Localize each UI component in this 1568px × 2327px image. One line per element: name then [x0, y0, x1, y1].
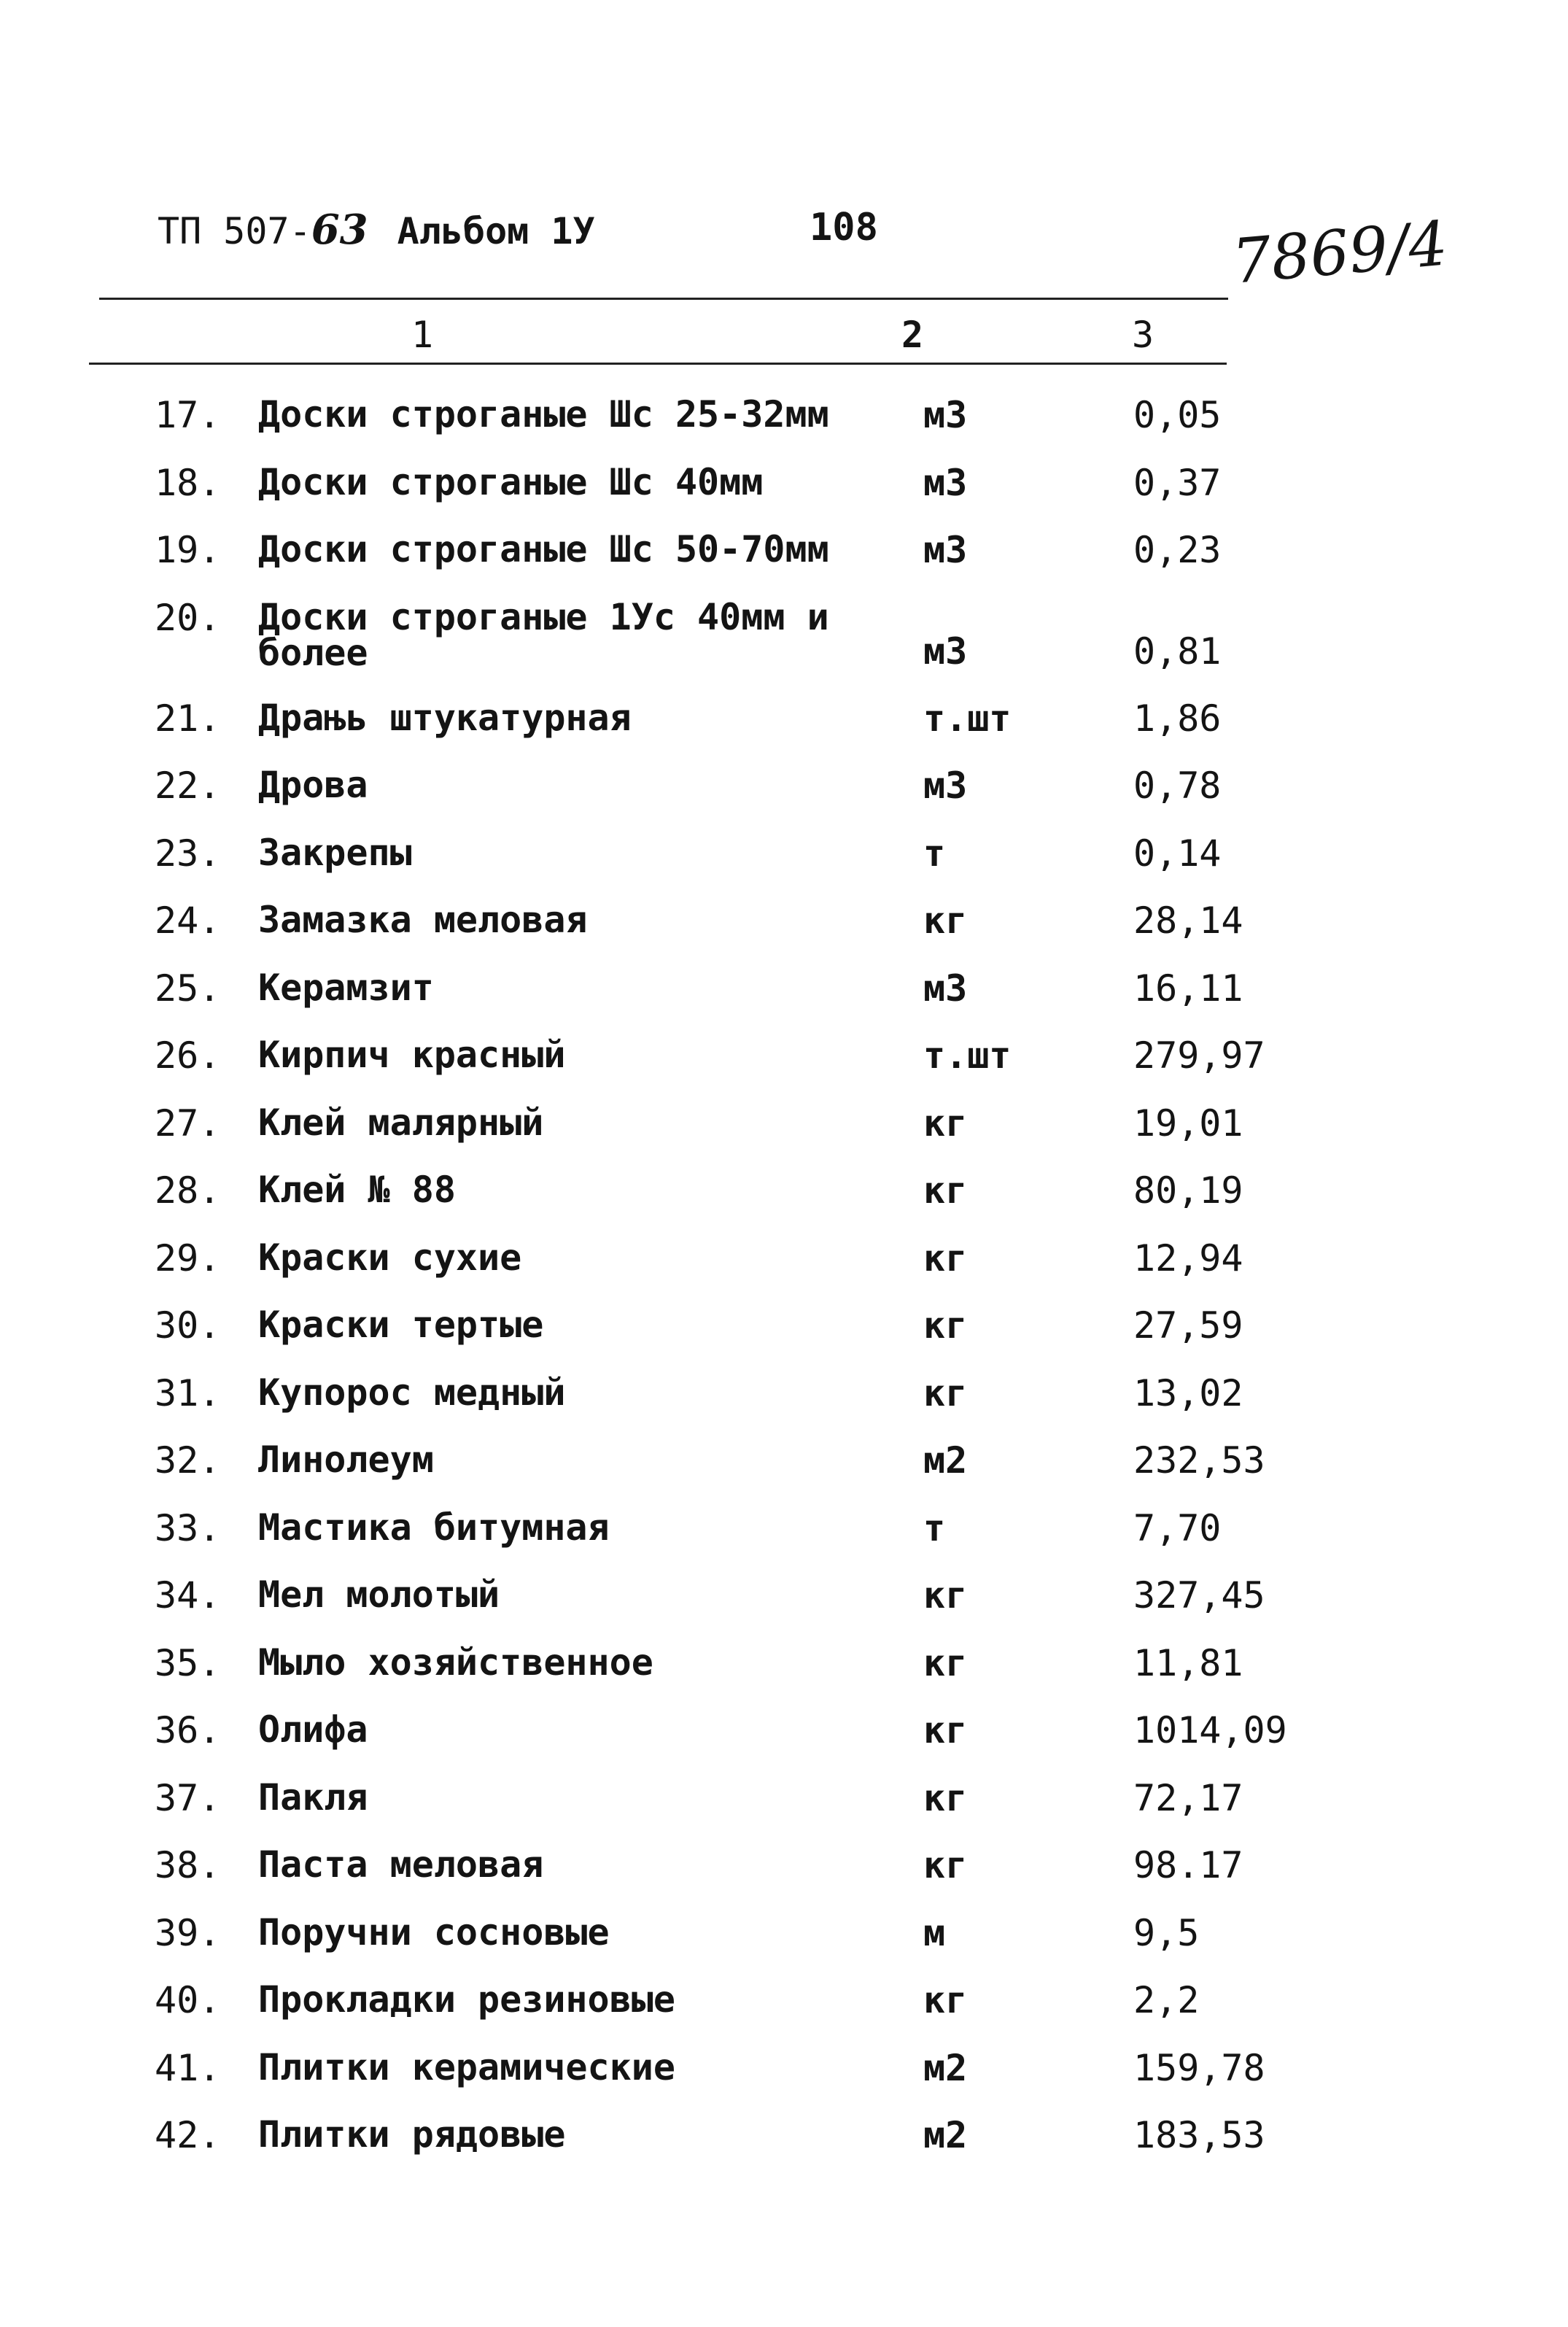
doc-code: ТП 507-: [158, 210, 311, 252]
material-name: Кирпич красный: [258, 1034, 566, 1076]
unit-of-measure: м2: [923, 2046, 968, 2089]
table-row: [0, 1641, 1568, 1708]
unit-of-measure: т: [923, 832, 946, 875]
album-label: Альбом 1У: [397, 210, 595, 252]
quantity-value: 13,02: [1133, 1371, 1243, 1414]
row-number: 20.: [155, 596, 221, 639]
material-name: Мел молотый: [258, 1573, 500, 1616]
row-number: 23.: [155, 832, 221, 875]
quantity-value: 0,78: [1133, 764, 1222, 807]
material-name: Краски сухие: [258, 1236, 522, 1279]
unit-of-measure: кг: [923, 899, 968, 942]
unit-of-measure: кг: [923, 1844, 968, 1886]
table-header-rule: [89, 363, 1227, 365]
table-row: [0, 460, 1568, 528]
material-name: Пакля: [258, 1776, 368, 1819]
quantity-value: 27,59: [1133, 1304, 1243, 1347]
quantity-value: 0,81: [1133, 630, 1222, 673]
material-name: Линолеум: [258, 1439, 434, 1481]
row-number: 39.: [155, 1911, 221, 1954]
row-number: 32.: [155, 1439, 221, 1482]
unit-of-measure: м3: [923, 461, 968, 504]
table-row: [0, 1371, 1568, 1439]
unit-of-measure: кг: [923, 1169, 968, 1212]
quantity-value: 80,19: [1133, 1169, 1243, 1212]
material-name: Драњь штукатурная: [258, 696, 632, 739]
quantity-value: 16,11: [1133, 967, 1243, 1010]
material-name: Дрова: [258, 764, 368, 806]
unit-of-measure: м3: [923, 967, 968, 1010]
table-row: [0, 1843, 1568, 1910]
quantity-value: 327,45: [1133, 1574, 1265, 1616]
row-number: 22.: [155, 764, 221, 807]
quantity-value: 2,2: [1133, 1979, 1200, 2021]
material-name: Клей № 88: [258, 1169, 456, 1211]
row-number: 36.: [155, 1709, 221, 1751]
row-number: 41.: [155, 2046, 221, 2089]
unit-of-measure: м3: [923, 630, 968, 673]
row-number: 28.: [155, 1169, 221, 1212]
table-row: [0, 527, 1568, 595]
unit-of-measure: м3: [923, 394, 968, 436]
unit-of-measure: т.шт: [923, 1034, 1012, 1077]
table-row: [0, 1303, 1568, 1371]
unit-of-measure: кг: [923, 1236, 968, 1279]
material-name: Керамзит: [258, 966, 434, 1009]
table-row: [0, 1776, 1568, 1843]
quantity-value: 1,86: [1133, 697, 1222, 740]
table-row: [0, 831, 1568, 899]
column-header-1: 1: [411, 314, 434, 356]
row-number: 21.: [155, 697, 221, 740]
unit-of-measure: кг: [923, 1776, 968, 1819]
archive-number-handwritten: 7869/4: [1229, 207, 1451, 298]
table-row: [0, 1168, 1568, 1236]
table-row: [0, 966, 1568, 1034]
unit-of-measure: т: [923, 1506, 946, 1549]
material-name: Доски строганые 1Ус 40мм и более: [258, 595, 829, 674]
row-number: 30.: [155, 1304, 221, 1347]
row-number: 33.: [155, 1506, 221, 1549]
material-name: Мастика битумная: [258, 1506, 610, 1549]
unit-of-measure: т.шт: [923, 697, 1012, 740]
table-row: [0, 898, 1568, 966]
material-name: Клей малярный: [258, 1101, 544, 1144]
quantity-value: 0,14: [1133, 832, 1222, 875]
unit-of-measure: кг: [923, 1709, 968, 1751]
table-row: [0, 1910, 1568, 1978]
page-number: 108: [810, 206, 878, 249]
quantity-value: 7,70: [1133, 1506, 1222, 1549]
row-number: 42.: [155, 2114, 221, 2156]
unit-of-measure: м2: [923, 2114, 968, 2156]
material-name: Купорос медный: [258, 1371, 566, 1414]
row-number: 27.: [155, 1101, 221, 1145]
row-number: 40.: [155, 1979, 221, 2021]
table-row: [0, 1506, 1568, 1573]
material-name: Доски строганые Шс 25-32мм: [258, 393, 829, 435]
table-row: [0, 763, 1568, 831]
table-row: [0, 595, 1568, 696]
quantity-value: 0,37: [1133, 461, 1222, 504]
material-name: Мыло хозяйственное: [258, 1641, 653, 1684]
unit-of-measure: кг: [923, 1641, 968, 1684]
quantity-value: 19,01: [1133, 1101, 1243, 1145]
unit-of-measure: м: [923, 1911, 946, 1954]
quantity-value: 0,05: [1133, 394, 1222, 436]
table-row: [0, 2113, 1568, 2180]
unit-of-measure: кг: [923, 1979, 968, 2021]
material-name: Плитки керамические: [258, 2045, 675, 2088]
quantity-value: 0,23: [1133, 529, 1222, 571]
table-row: [0, 1236, 1568, 1304]
row-number: 35.: [155, 1641, 221, 1684]
row-number: 34.: [155, 1574, 221, 1616]
row-number: 31.: [155, 1371, 221, 1414]
unit-of-measure: м3: [923, 529, 968, 571]
quantity-value: 159,78: [1133, 2046, 1265, 2089]
material-name: Плитки рядовые: [258, 2113, 566, 2156]
table-row: [0, 2045, 1568, 2113]
unit-of-measure: кг: [923, 1304, 968, 1347]
column-header-3: 3: [1132, 314, 1154, 356]
material-name: Доски строганые Шс 40мм: [258, 460, 764, 503]
materials-table: [0, 392, 1568, 2180]
table-row: [0, 696, 1568, 764]
table-row: [0, 1708, 1568, 1776]
unit-of-measure: м2: [923, 1439, 968, 1482]
unit-of-measure: м3: [923, 764, 968, 807]
table-row: [0, 392, 1568, 460]
quantity-value: 98.17: [1133, 1844, 1243, 1886]
material-name: Прокладки резиновые: [258, 1978, 675, 2021]
unit-of-measure: кг: [923, 1101, 968, 1145]
material-name: Поручни сосновые: [258, 1910, 610, 1954]
material-name: Доски строганые Шс 50-70мм: [258, 528, 829, 570]
row-number: 25.: [155, 967, 221, 1010]
unit-of-measure: кг: [923, 1371, 968, 1414]
quantity-value: 9,5: [1133, 1911, 1200, 1954]
table-row: [0, 1438, 1568, 1506]
material-name: Краски тертые: [258, 1304, 544, 1346]
material-name: Олифа: [258, 1708, 368, 1751]
material-name: Замазка меловая: [258, 899, 588, 941]
row-number: 38.: [155, 1844, 221, 1886]
row-number: 24.: [155, 899, 221, 942]
unit-of-measure: кг: [923, 1574, 968, 1616]
quantity-value: 183,53: [1133, 2114, 1265, 2156]
table-row: [0, 1978, 1568, 2045]
doc-code-handwritten: 63: [311, 206, 368, 254]
material-name: Закрепы: [258, 831, 412, 874]
quantity-value: 72,17: [1133, 1776, 1243, 1819]
table-row: [0, 1033, 1568, 1101]
material-name: Паста меловая: [258, 1843, 544, 1886]
quantity-value: 11,81: [1133, 1641, 1243, 1684]
quantity-value: 232,53: [1133, 1439, 1265, 1482]
quantity-value: 12,94: [1133, 1236, 1243, 1279]
quantity-value: 279,97: [1133, 1034, 1265, 1077]
column-header-2: 2: [901, 314, 924, 356]
row-number: 29.: [155, 1236, 221, 1279]
table-row: [0, 1101, 1568, 1169]
row-number: 26.: [155, 1034, 221, 1077]
row-number: 18.: [155, 461, 221, 504]
row-number: 37.: [155, 1776, 221, 1819]
row-number: 19.: [155, 529, 221, 571]
row-number: 17.: [155, 394, 221, 436]
table-top-rule: [99, 298, 1228, 300]
quantity-value: 1014,09: [1133, 1709, 1287, 1751]
quantity-value: 28,14: [1133, 899, 1243, 942]
document-header: [158, 206, 595, 254]
table-row: [0, 1573, 1568, 1641]
